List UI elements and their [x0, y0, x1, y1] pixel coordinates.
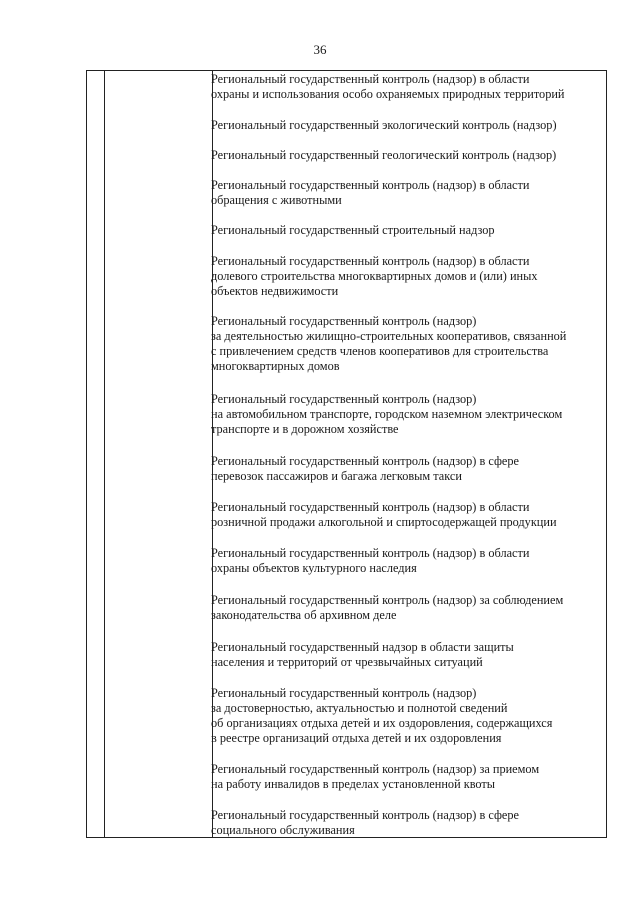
list-item: Региональный государственный контроль (надзор) на автомобильном транспорте, городском наземном электрическом транспорте и в дорожном хозяйстве [211, 392, 563, 436]
list-item: Региональный государственный контроль (надзор) за деятельностью жилищно-строительных кооперативов, связанной с привлечением средств членов кооперативов для строительства многоквартирных домов [211, 314, 567, 373]
list-item: Региональный государственный геологический контроль (надзор) [211, 148, 557, 162]
list-item: Региональный государственный строительный надзор [211, 223, 495, 237]
list-item: Региональный государственный контроль (надзор) в области охраны объектов культурного наследия [211, 546, 530, 575]
list-item: Региональный государственный экологический контроль (надзор) [211, 118, 557, 132]
list-item: Региональный государственный контроль (надзор) в области обращения с животными [211, 178, 530, 207]
list-item: Региональный государственный надзор в области защиты населения и территорий от чрезвычайных ситуаций [211, 640, 514, 669]
list-item: Региональный государственный контроль (надзор) в области долевого строительства многоквартирных домов и (или) иных объектов недвижимости [211, 254, 538, 298]
page-number: 36 [313, 42, 327, 57]
list-item: Региональный государственный контроль (надзор) в сфере перевозок пассажиров и багажа легковым такси [211, 454, 519, 483]
list-item: Региональный государственный контроль (надзор) в области охраны и использования особо охраняемых природных территорий [211, 72, 565, 101]
table-column-divider [104, 71, 105, 837]
list-item: Региональный государственный контроль (надзор) за соблюдением законодательства об архивном деле [211, 593, 564, 622]
list-item: Региональный государственный контроль (надзор) в области розничной продажи алкогольной и спиртосодержащей продукции [211, 500, 557, 529]
list-item: Региональный государственный контроль (надзор) в сфере социального обслуживания [211, 808, 519, 837]
list-item: Региональный государственный контроль (надзор) за достоверностью, актуальностью и полнотой сведений об организациях отдыха детей и их оздоровления, содержащихся в реестре организаций отдыха детей и их оздоровления [211, 686, 553, 745]
list-item: Региональный государственный контроль (надзор) за приемом на работу инвалидов в пределах установленной квоты [211, 762, 540, 791]
